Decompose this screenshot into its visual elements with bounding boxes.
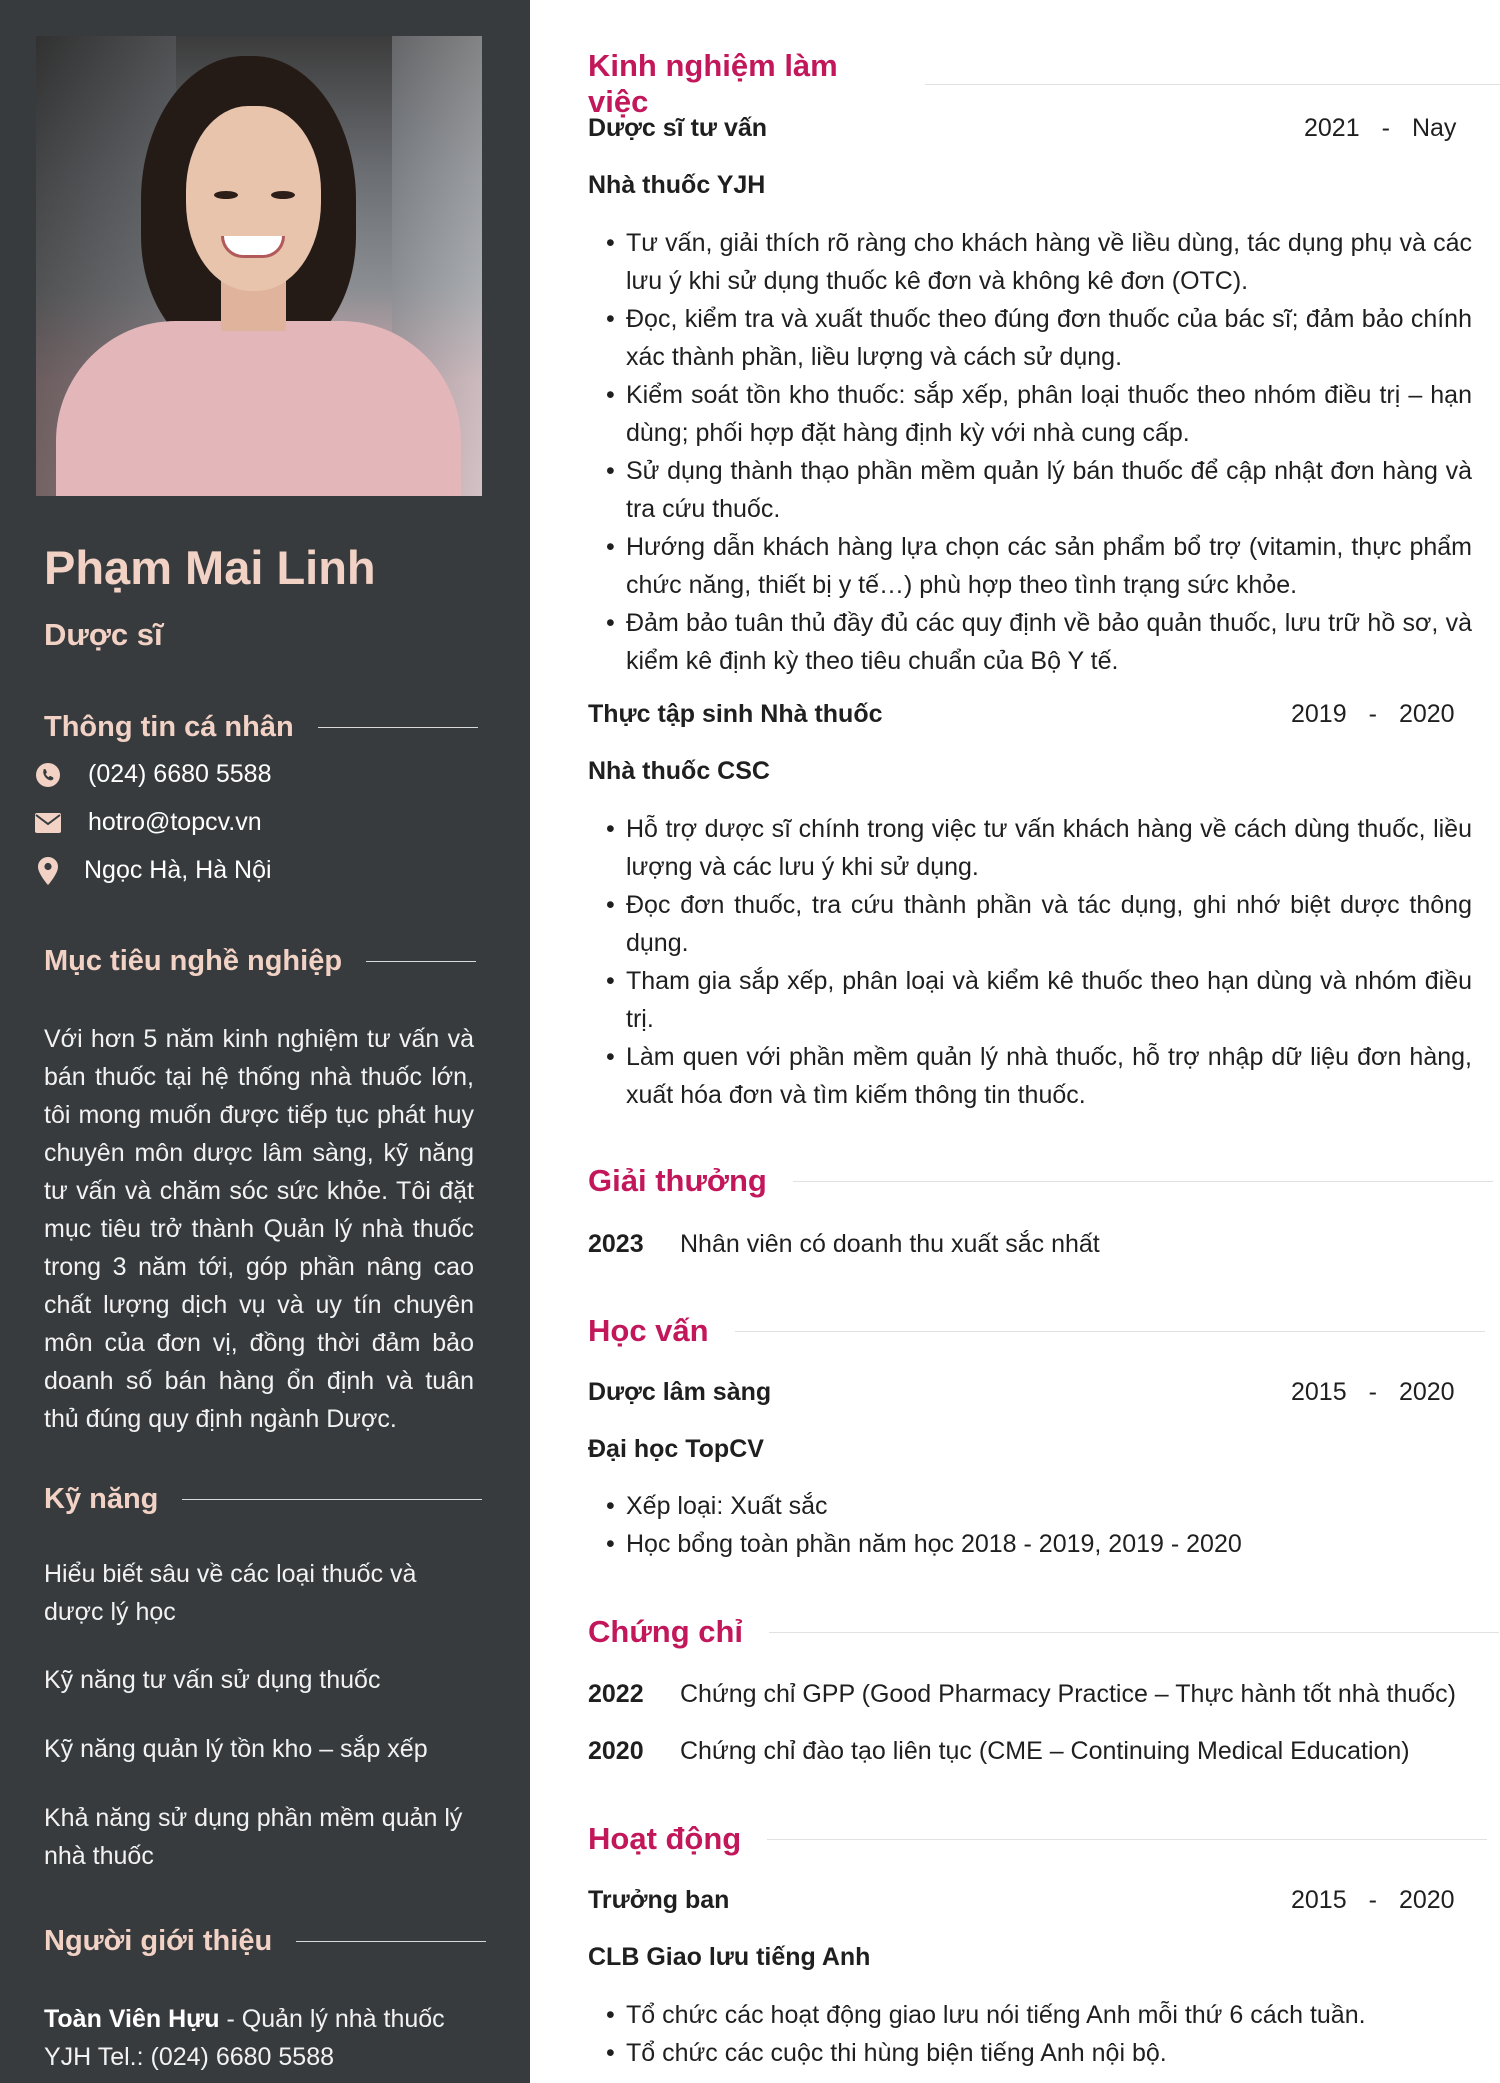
education-details-list	[606, 1487, 1472, 1563]
list-item: • Tổ chức các cuộc thi hùng biện tiếng Anh nội bộ.	[606, 2034, 1472, 2072]
job-date	[1291, 700, 1455, 729]
certificates-heading	[588, 1614, 1499, 1650]
job-date	[1304, 114, 1456, 143]
experience-heading-text: Kinh nghiệm làm việc	[588, 48, 838, 119]
objective-heading-text: Mục tiêu nghề nghiệp	[44, 945, 343, 977]
list-item: • Làm quen với phần mềm quản lý nhà thuốc, hỗ trợ nhập dữ liệu đơn hàng, xuất hóa đơn và tìm kiếm thông tin thuốc.	[606, 1038, 1472, 1114]
certificate-year: 2022	[588, 1680, 644, 1708]
location-icon	[34, 857, 62, 885]
list-item: • Hỗ trợ dược sĩ chính trong việc tư vấn khách hàng về cách dùng thuốc, liều lượng và các lưu ý khi sử dụng.	[606, 810, 1472, 886]
list-item: • Xếp loại: Xuất sắc	[606, 1487, 1472, 1525]
education-school: Đại học TopCV	[588, 1435, 764, 1463]
activity-details-list	[606, 1996, 1472, 2072]
date-end: 2020	[1398, 1886, 1455, 1914]
skill-item: Kỹ năng tư vấn sử dụng thuốc	[44, 1666, 381, 1694]
sidebar	[0, 0, 530, 2083]
list-item: • Đọc đơn thuốc, tra cứu thành phần và tác dụng, ghi nhớ biệt dược thông dụng.	[606, 886, 1472, 962]
job-title: Dược sĩ tư vấn	[588, 114, 768, 142]
profile-name: Phạm Mai Linh	[44, 541, 376, 594]
education-date	[1291, 1378, 1455, 1407]
list-item: • Đọc, kiểm tra và xuất thuốc theo đúng đơn thuốc của bác sĩ; đảm bảo chính xác thành phần, liều lượng và cách sử dụng.	[606, 300, 1472, 376]
skills-heading	[44, 1483, 482, 1516]
job-organization: Nhà thuốc CSC	[588, 757, 770, 785]
reference-name: Toàn Viên Hựu	[44, 2005, 220, 2033]
date-start: 2015	[1291, 1378, 1347, 1406]
profile-role: Dược sĩ	[44, 617, 163, 652]
date-separator: -	[1381, 114, 1390, 142]
objective-heading	[44, 945, 476, 978]
references-heading	[44, 1925, 486, 1958]
contact-address	[34, 856, 272, 885]
certificate-text: Chứng chỉ đào tạo liên tục (CME – Continuing Medical Education)	[680, 1737, 1410, 1765]
activity-date	[1291, 1886, 1455, 1915]
date-end: 2020	[1398, 1378, 1455, 1406]
date-start: 2021	[1304, 114, 1360, 142]
date-separator: -	[1368, 700, 1377, 728]
education-major: Dược lâm sàng	[588, 1378, 772, 1406]
personal-info-heading-text: Thông tin cá nhân	[44, 711, 294, 743]
list-item: • Tư vấn, giải thích rõ ràng cho khách hàng về liều dùng, tác dụng phụ và các lưu ý khi sử dụng thuốc kê đơn và không kê đơn (OTC).	[606, 224, 1472, 300]
certificate-row	[588, 1680, 1456, 1709]
activities-heading-text: Hoạt động	[588, 1821, 742, 1856]
email-text: hotro@topcv.vn	[88, 808, 262, 836]
references-heading-text: Người giới thiệu	[44, 1925, 273, 1957]
job-title: Thực tập sinh Nhà thuốc	[588, 700, 883, 728]
address-text: Ngọc Hà, Hà Nội	[84, 856, 272, 884]
list-item: • Tham gia sắp xếp, phân loại và kiểm kê thuốc theo hạn dùng và nhóm điều trị.	[606, 962, 1472, 1038]
skill-item: Hiểu biết sâu về các loại thuốc và dược lý học	[44, 1560, 417, 1626]
job-duties-list	[606, 224, 1472, 680]
certificate-text: Chứng chỉ GPP (Good Pharmacy Practice – Thực hành tốt nhà thuốc)	[680, 1680, 1457, 1708]
phone-text: (024) 6680 5588	[88, 760, 272, 788]
skills-heading-text: Kỹ năng	[44, 1483, 159, 1515]
date-separator: -	[1368, 1886, 1377, 1914]
job-organization: Nhà thuốc YJH	[588, 171, 766, 199]
date-start: 2019	[1291, 700, 1347, 728]
award-year: 2023	[588, 1230, 644, 1258]
activity-title: Trưởng ban	[588, 1886, 730, 1914]
date-end: 2020	[1398, 700, 1455, 728]
job-duties-list	[606, 810, 1472, 1114]
awards-heading	[588, 1163, 1493, 1199]
contact-email	[34, 808, 262, 837]
list-item: • Kiểm soát tồn kho thuốc: sắp xếp, phân loại thuốc theo nhóm điều trị – hạn dùng; phối hợp đặt hàng định kỳ với nhà cung cấp.	[606, 376, 1472, 452]
list-item: • Học bổng toàn phần năm học 2018 - 2019, 2019 - 2020	[606, 1525, 1472, 1563]
personal-info-heading	[44, 711, 478, 744]
skill-item: Kỹ năng quản lý tồn kho – sắp xếp	[44, 1735, 428, 1763]
award-row	[588, 1230, 1100, 1259]
certificate-year: 2020	[588, 1737, 644, 1765]
contact-phone	[34, 760, 271, 789]
date-separator: -	[1368, 1378, 1377, 1406]
profile-photo	[36, 36, 482, 496]
date-start: 2015	[1291, 1886, 1347, 1914]
reference-entry	[44, 2000, 484, 2076]
list-item: • Sử dụng thành thạo phần mềm quản lý bán thuốc để cập nhật đơn hàng và tra cứu thuốc.	[606, 452, 1472, 528]
awards-heading-text: Giải thưởng	[588, 1163, 767, 1198]
certificates-heading-text: Chứng chỉ	[588, 1614, 744, 1649]
reference-detail: - Quản lý nhà thuốc YJH Tel.: (024) 6680 5588	[44, 2005, 445, 2071]
list-item: • Hướng dẫn khách hàng lựa chọn các sản phẩm bổ trợ (vitamin, thực phẩm chức năng, thiết bị y tế…) phù hợp theo tình trạng sức khỏe.	[606, 528, 1472, 604]
objective-text: Với hơn 5 năm kinh nghiệm tư vấn và bán thuốc tại hệ thống nhà thuốc lớn, tôi mong muốn được tiếp tục phát huy chuyên môn dược lâm sàng, kỹ năng tư vấn và chăm sóc sức khỏe. Tôi đặt mục tiêu trở thành Quản lý nhà thuốc trong 3 năm tới, góp phần nâng cao chất lượng dịch vụ và uy tín chuyên môn của đơn vị, đồng thời đảm bảo doanh số bán hàng ổn định và tuân thủ đúng quy định ngành Dược.	[44, 1025, 474, 1433]
list-item: • Tổ chức các hoạt động giao lưu nói tiếng Anh mỗi thứ 6 cách tuần.	[606, 1996, 1472, 2034]
certificate-row	[588, 1737, 1410, 1766]
experience-heading	[588, 48, 1500, 120]
activity-organization: CLB Giao lưu tiếng Anh	[588, 1943, 871, 1971]
education-heading	[588, 1313, 1485, 1349]
activities-heading	[588, 1821, 1487, 1857]
skill-item: Khả năng sử dụng phần mềm quản lý nhà thuốc	[44, 1804, 463, 1870]
education-heading-text: Học vấn	[588, 1313, 709, 1348]
date-end: Nay	[1411, 114, 1457, 142]
email-icon	[34, 809, 62, 837]
list-item: • Đảm bảo tuân thủ đầy đủ các quy định về bảo quản thuốc, lưu trữ hồ sơ, và kiểm kê định kỳ theo tiêu chuẩn của Bộ Y tế.	[606, 604, 1472, 680]
phone-icon	[34, 761, 62, 789]
award-text: Nhân viên có doanh thu xuất sắc nhất	[680, 1230, 1100, 1258]
